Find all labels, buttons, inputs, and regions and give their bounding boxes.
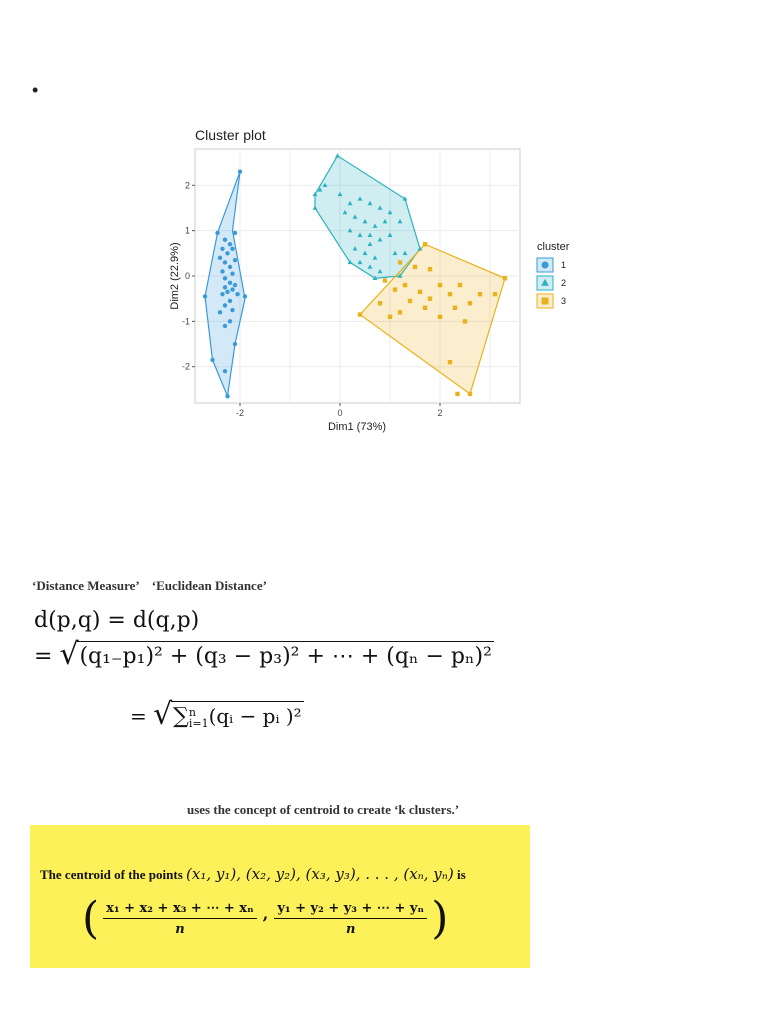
sqrt-symbol — [59, 644, 493, 669]
data-point-cluster-1 — [230, 308, 234, 312]
data-point-cluster-3 — [503, 276, 507, 280]
data-point-cluster-3 — [383, 278, 387, 282]
data-point-cluster-1 — [228, 319, 232, 323]
distance-measure-label: ‘Distance Measure’ ‘Euclidean Distance’ — [32, 578, 267, 593]
x-tick-label: 0 — [337, 408, 343, 418]
y-axis-label: Dim2 (22.9%) — [169, 242, 181, 310]
data-point-cluster-1 — [223, 303, 227, 307]
y-tick-label: 0 — [184, 271, 190, 281]
data-point-cluster-1 — [223, 260, 227, 264]
cluster-plot — [165, 124, 585, 440]
euclidean-sum-formula — [130, 704, 304, 729]
data-point-cluster-1 — [220, 292, 224, 296]
data-point-cluster-1 — [235, 292, 239, 296]
data-point-cluster-3 — [393, 287, 397, 291]
data-point-cluster-1 — [225, 290, 229, 294]
data-point-cluster-1 — [230, 272, 234, 276]
data-point-cluster-3 — [378, 301, 382, 305]
euclidean-expanded-formula — [34, 644, 494, 669]
legend-label-3: 3 — [561, 296, 567, 306]
data-point-cluster-1 — [233, 231, 237, 235]
centroid-intro: The centroid of the points — [40, 867, 183, 882]
y-tick-label: 1 — [184, 225, 190, 236]
legend-label-1: 1 — [561, 260, 567, 270]
x-tick-label: -2 — [235, 408, 245, 418]
y-fraction — [274, 901, 427, 937]
x-numerator: x₁ + x₂ + x₃ + ⋯ + xₙ — [103, 901, 257, 919]
legend-label-2: 2 — [561, 278, 567, 288]
data-point-cluster-3 — [453, 306, 457, 310]
data-point-cluster-1 — [223, 285, 227, 289]
data-point-cluster-1 — [225, 251, 229, 255]
data-point-cluster-3 — [388, 315, 392, 319]
bullet-point: • — [32, 80, 39, 100]
data-point-cluster-1 — [203, 294, 207, 298]
data-point-cluster-3 — [428, 296, 432, 300]
summation-lower: i=1 — [188, 716, 209, 730]
legend-title: cluster — [537, 241, 570, 253]
distance-symmetry-formula: d(p,q) = d(q,p) — [34, 608, 200, 633]
data-point-cluster-1 — [210, 358, 214, 362]
data-point-cluster-3 — [468, 392, 472, 396]
data-point-cluster-3 — [408, 299, 412, 303]
equals-sign: = — [34, 644, 60, 669]
data-point-cluster-1 — [218, 310, 222, 314]
data-point-cluster-3 — [463, 319, 467, 323]
x-denominator: n — [175, 922, 185, 937]
centroid-formula-box — [30, 825, 530, 968]
y-tick-label: 2 — [184, 180, 190, 191]
data-point-cluster-1 — [223, 369, 227, 373]
data-point-cluster-3 — [403, 283, 407, 287]
data-point-cluster-1 — [228, 242, 232, 246]
data-point-cluster-3 — [423, 242, 427, 246]
data-point-cluster-3 — [455, 392, 459, 396]
summation-limits — [189, 707, 209, 729]
data-point-cluster-3 — [493, 292, 497, 296]
data-point-cluster-3 — [448, 360, 452, 364]
data-point-cluster-3 — [448, 292, 452, 296]
data-point-cluster-1 — [218, 256, 222, 260]
centroid-coordinates — [82, 893, 449, 944]
data-point-cluster-3 — [398, 260, 402, 264]
data-point-cluster-1 — [223, 276, 227, 280]
y-numerator: y₁ + y₂ + y₃ + ⋯ + yₙ — [274, 901, 427, 919]
data-point-cluster-1 — [228, 265, 232, 269]
data-point-cluster-1 — [230, 287, 234, 291]
data-point-cluster-3 — [438, 283, 442, 287]
data-point-cluster-1 — [228, 281, 232, 285]
data-point-cluster-3 — [478, 292, 482, 296]
data-point-cluster-1 — [225, 394, 229, 398]
data-point-cluster-1 — [215, 231, 219, 235]
right-paren: ) — [431, 893, 449, 944]
coordinate-comma: , — [262, 904, 269, 923]
data-point-cluster-1 — [233, 342, 237, 346]
left-paren: ( — [82, 893, 100, 944]
y-denominator: n — [346, 922, 356, 937]
data-point-cluster-1 — [238, 169, 242, 173]
data-point-cluster-1 — [243, 294, 247, 298]
data-point-cluster-3 — [423, 306, 427, 310]
data-point-cluster-3 — [438, 315, 442, 319]
legend-marker-1 — [542, 262, 549, 269]
data-point-cluster-3 — [458, 283, 462, 287]
sqrt-symbol — [153, 704, 304, 729]
data-point-cluster-3 — [413, 265, 417, 269]
data-point-cluster-3 — [418, 290, 422, 294]
summation-symbol: ∑ — [173, 704, 189, 729]
data-point-cluster-1 — [233, 258, 237, 262]
x-fraction — [103, 901, 257, 937]
centroid-is: is — [456, 867, 466, 882]
centroid-points: (x₁, y₁), (x₂, y₂), (x₃, y₃), . . . , (xₙ, yₙ) — [186, 865, 454, 883]
x-tick-label: 2 — [437, 408, 443, 418]
x-axis-label: Dim1 (73%) — [327, 421, 387, 433]
data-point-cluster-1 — [220, 269, 224, 273]
data-point-cluster-1 — [223, 238, 227, 242]
summation-term: (qᵢ − pᵢ )² — [208, 704, 302, 728]
data-point-cluster-3 — [468, 301, 472, 305]
y-tick-label: -2 — [181, 361, 190, 372]
data-point-cluster-3 — [398, 310, 402, 314]
data-point-cluster-1 — [223, 324, 227, 328]
data-point-cluster-1 — [233, 283, 237, 287]
summation-upper: n — [188, 705, 196, 719]
expanded-radicand: (q₁₋p₁)² + (q₃ − p₃)² + ⋯ + (qₙ − pₙ)² — [77, 641, 493, 669]
chart-title: Cluster plot — [195, 127, 266, 143]
equals-sign: = — [130, 704, 154, 728]
data-point-cluster-1 — [230, 247, 234, 251]
data-point-cluster-3 — [428, 267, 432, 271]
data-point-cluster-1 — [220, 247, 224, 251]
centroid-statement — [40, 865, 466, 883]
data-point-cluster-3 — [358, 312, 362, 316]
sum-radicand — [171, 701, 304, 728]
centroid-caption: uses the concept of centroid to create ‘k clusters.’ — [187, 802, 460, 817]
legend-marker-3 — [542, 298, 549, 305]
y-tick-label: -1 — [181, 316, 190, 327]
data-point-cluster-1 — [228, 299, 232, 303]
